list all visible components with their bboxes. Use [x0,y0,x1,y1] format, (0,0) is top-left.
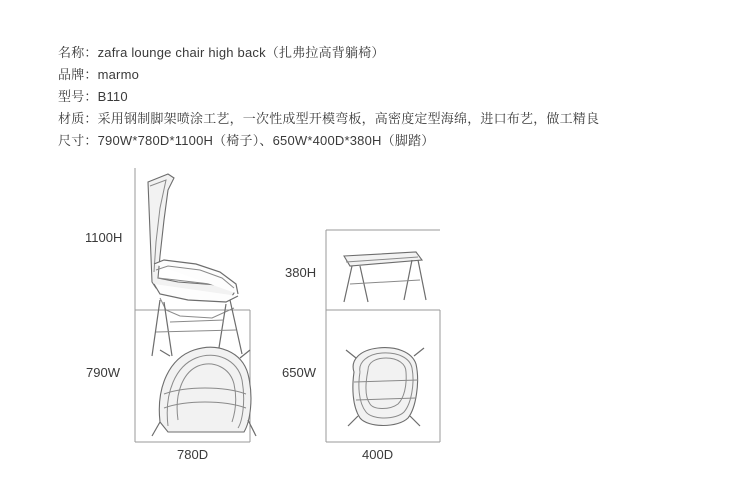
ottoman-side-view [344,252,426,302]
spec-text-block [58,42,658,152]
spec-line-model: 型号：B110 [58,89,128,104]
ottoman-depth-label: 400D [362,447,394,462]
chair-side-view [148,174,242,356]
diagram-drawing [60,160,700,480]
chair-width-label: 790W [86,365,120,380]
chair-height-label: 1100H [85,230,123,245]
ottoman-height-label: 380H [285,265,317,280]
ottoman-width-label: 650W [282,365,316,380]
chair-depth-label: 780D [177,447,209,462]
ottoman-top-view [346,348,424,426]
spec-line-dimensions: 尺寸：790W*780D*1100H（椅子）、650W*400D*380H（脚踏） [58,133,435,148]
spec-line-brand: 品牌：marmo [58,67,140,82]
spec-line-name: 名称：zafra lounge chair high back（扎弗拉高背躺椅） [58,45,385,60]
dimension-diagram [60,160,700,480]
spec-line-material: 材质：采用钢制脚架喷涂工艺，一次性成型开模弯板，高密度定型海绵，进口布艺，做工精良 [58,111,600,126]
chair-top-view [152,347,256,436]
